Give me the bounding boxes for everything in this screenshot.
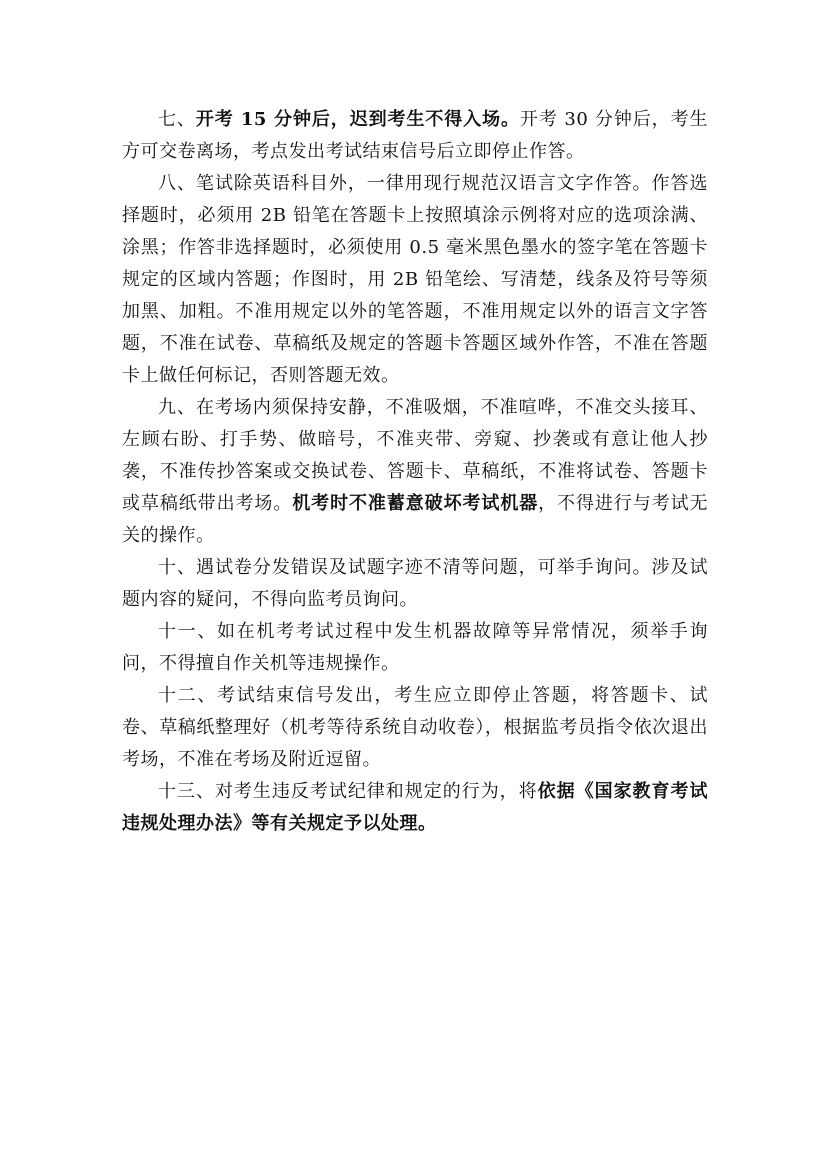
rule-ten-text: 十、遇试卷分发错误及试题字迹不清等问题，可举手询问。涉及试题内容的疑问，不得向监考员询问。 (122, 557, 708, 610)
rule-seven-text: 开考 30 分钟后，考生方可交卷离场，考点发出考试结束信号后立即停止作答。 (122, 109, 708, 162)
rule-thirteen-bold-text: 依据《国家教育考试违规处理办法》等有关规定予以处理。 (122, 781, 708, 834)
rule-seven-bold-text: 开考 15 分钟后，迟到考生不得入场。 (195, 109, 520, 130)
rule-eleven (122, 616, 708, 680)
rule-eight (122, 168, 708, 392)
rules-body (122, 104, 708, 840)
rule-twelve (122, 680, 708, 776)
rule-eleven-text: 十一、如在机考考试过程中发生机器故障等异常情况，须举手询问，不得擅自作关机等违规操作。 (122, 621, 708, 674)
rule-thirteen (122, 776, 708, 840)
rule-nine-text: 九、在考场内须保持安静，不准吸烟，不准喧哗，不准交头接耳、左顾右盼、打手势、做暗号，不准夹带、旁窥、抄袭或有意让他人抄袭，不准传抄答案或交换试卷、答题卡、草稿纸，不准将试卷、答题卡或草稿纸带出考场。 (122, 397, 708, 514)
rule-thirteen-text: 十三、对考生违反考试纪律和规定的行为，将 (158, 781, 538, 802)
rule-eight-text: 八、笔试除英语科目外，一律用现行规范汉语言文字作答。作答选择题时，必须用 2B 铅笔在答题卡上按照填涂示例将对应的选项涂满、涂黑；作答非选择题时，必须使用 0.5 毫米黑色墨水的签字笔在答题卡规定的区域内答题；作图时，用 2B 铅笔绘、写清楚，线条及符号等须加黑、加粗。不准用规定以外的笔答题，不准用规定以外的语言文字答题，不准在试卷、草稿纸及规定的答题卡答题区域外作答，不准在答题卡上做任何标记，否则答题无效。 (122, 173, 708, 386)
rule-twelve-text: 十二、考试结束信号发出，考生应立即停止答题，将答题卡、试卷、草稿纸整理好（机考等待系统自动收卷），根据监考员指令依次退出考场，不准在考场及附近逗留。 (122, 685, 708, 770)
rule-ten (122, 552, 708, 616)
rule-seven-label: 七、 (158, 109, 196, 130)
rule-nine-bold-text: 机考时不准蓄意破坏考试机器 (292, 493, 539, 514)
rule-seven (122, 104, 708, 168)
rule-nine (122, 392, 708, 552)
rule-nine-tail: ，不得进行与考试无关的操作。 (122, 493, 709, 546)
